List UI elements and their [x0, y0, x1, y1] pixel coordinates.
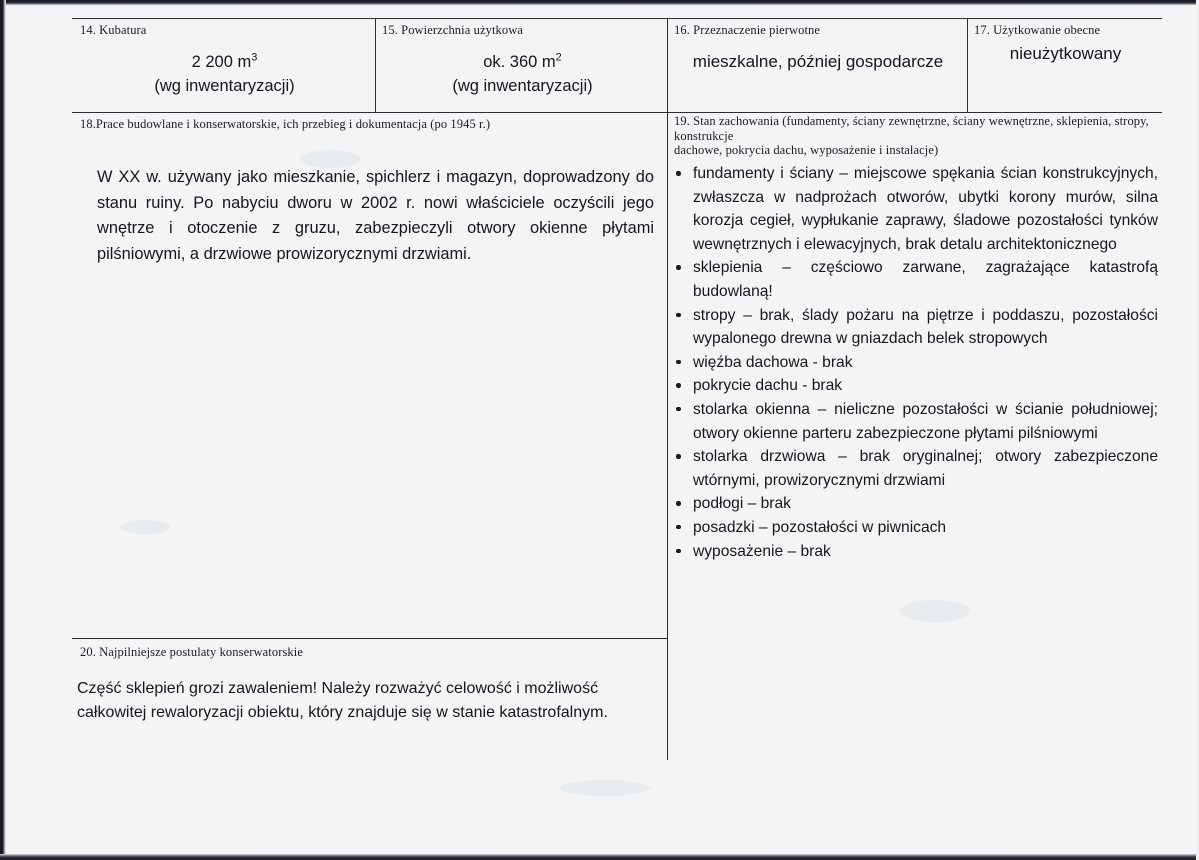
bullet-dot-icon [676, 383, 681, 388]
field-15-value-exponent: 2 [555, 51, 562, 64]
field-15-value [380, 50, 665, 98]
field-18-caption: 18.Prace budowlane i konserwatorskie, ich przebieg i dokumentacja (po 1945 r.) [80, 117, 491, 131]
field-16-caption: 16. Przeznaczenie pierwotne [674, 23, 821, 37]
field-16-value: mieszkalne, później gospodarcze [692, 52, 944, 71]
list-item-text: stolarka okienna – nieliczne pozostałości w ścianie południowej; otwory okienne parteru zabezpieczone płytami pilśniowymi [693, 400, 1158, 442]
field-14-value [82, 50, 367, 98]
list-item-text: stolarka drzwiowa – brak oryginalnej; otwory zabezpieczone wtórnymi, prowizorycznymi drzwiami [693, 448, 1158, 489]
field-15-value-note: (wg inwentaryzacji) [452, 77, 593, 95]
field-18-body: W XX w. używany jako mieszkanie, spichlerz i magazyn, doprowadzony do stanu ruiny. Po nabyciu dworu w 2002 r. nowi właściciele oczyścili jego wnętrze i otoczenie z gruzu, zabezpieczyli otwory okienne płytami pilśniowymi, a drzwiowe prowizorycznymi drzwiami. [97, 168, 654, 263]
list-item-text: wyposażenie – brak [693, 542, 831, 560]
rule-col-14-15 [375, 18, 376, 112]
rule-row14-top [72, 18, 1162, 19]
field-17-value: nieużytkowany [1009, 44, 1122, 63]
bullet-dot-icon [676, 454, 681, 459]
list-item [672, 162, 1158, 256]
list-item-text: więźba dachowa - brak [693, 353, 853, 371]
list-item [672, 304, 1158, 351]
list-item [672, 256, 1158, 303]
bullet-dot-icon [676, 171, 681, 176]
list-item [672, 398, 1158, 445]
field-19-caption [674, 114, 1164, 158]
bullet-dot-icon [676, 525, 681, 530]
scan-edge-top [0, 0, 1199, 5]
bullet-dot-icon [676, 265, 681, 270]
paper-speck [900, 600, 970, 622]
list-item-text: stropy – brak, ślady pożaru na piętrze i poddaszu, pozostałości wypalonego drewna w gniazdach belek stropowych [693, 306, 1158, 348]
field-19-caption-line2: dachowe, pokrycia dachu, wyposażenie i instalacje) [674, 143, 939, 157]
paper-speck [120, 520, 170, 534]
scan-edge-left [0, 0, 6, 860]
list-item-text: pokrycie dachu - brak [693, 377, 843, 395]
field-15-value-main: ok. 360 m [483, 53, 556, 71]
field-14-value-note: (wg inwentaryzacji) [154, 77, 295, 95]
list-item-text: podłogi – brak [693, 495, 791, 513]
rule-col-18-19 [667, 112, 668, 760]
list-item [672, 492, 1158, 516]
bullet-dot-icon [676, 360, 681, 365]
field-14-value-exponent: 3 [251, 51, 258, 64]
field-14-caption: 14. Kubatura [80, 23, 147, 37]
list-item-text: sklepienia – częściowo zarwane, zagrażające katastrofą budowlaną! [693, 259, 1158, 300]
bullet-dot-icon [676, 549, 681, 554]
rule-row20-top [72, 638, 667, 639]
list-item [672, 351, 1158, 375]
field-14-value-main: 2 200 m [191, 53, 252, 71]
bullet-dot-icon [676, 501, 681, 506]
list-item [672, 445, 1158, 492]
field-20-caption: 20. Najpilniejsze postulaty konserwatorskie [80, 645, 304, 659]
rule-col-15-16 [667, 18, 668, 112]
list-item-text: fundamenty i ściany – miejscowe spękania ścian konstrukcyjnych, zwłaszcza w nadprożach otworów, ubytki korony murów, silna korozja cegieł, wypłukanie zaprawy, śladowe pozostałości tynków wewnętrznych i elewacyjnych, brak detalu architektonicznego [693, 165, 1158, 253]
list-item [672, 374, 1158, 398]
list-item-text: posadzki – pozostałości w piwnicach [693, 518, 947, 536]
bullet-dot-icon [676, 313, 681, 318]
field-17-caption: 17. Użytkowanie obecne [974, 23, 1101, 37]
bullet-dot-icon [676, 407, 681, 412]
paper-speck [560, 780, 650, 796]
scan-edge-bottom [0, 854, 1199, 860]
list-item [672, 516, 1158, 540]
field-19-condition-list [672, 162, 1158, 563]
list-item [672, 540, 1158, 564]
field-19-caption-line1: 19. Stan zachowania (fundamenty, ściany zewnętrzne, ściany wewnętrzne, sklepienia, stropy, konstrukcje [674, 114, 1149, 143]
field-20-body: Część sklepień grozi zawaleniem! Należy rozważyć celowość i możliwość całkowitej rewaloryzacji obiektu, który znajduje się w stanie katastrofalnym. [77, 680, 608, 721]
field-15-caption: 15. Powierzchnia użytkowa [382, 23, 524, 37]
